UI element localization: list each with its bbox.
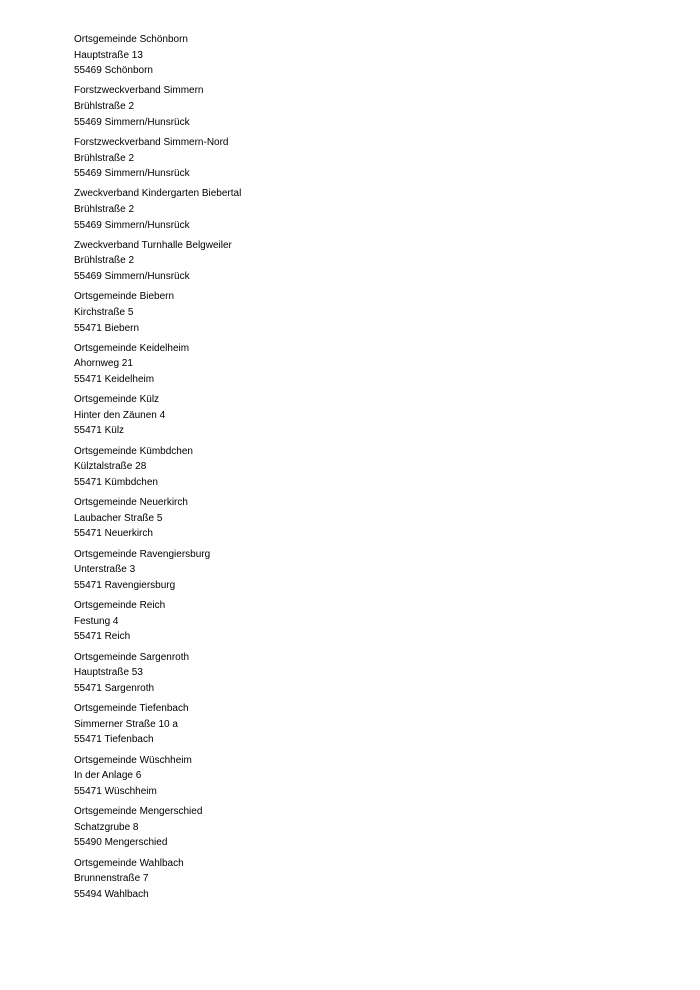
address-entry <box>74 495 674 546</box>
entry-street: Brunnenstraße 7 <box>74 873 149 885</box>
entry-city: 55471 Kümbdchen <box>74 476 158 488</box>
address-entry <box>74 83 674 134</box>
entry-city: 55471 Reich <box>74 631 131 643</box>
entry-city: 55490 Mengerschied <box>74 837 168 849</box>
entry-name: Zweckverband Turnhalle Belgweiler <box>74 239 232 251</box>
entry-street: Ahornweg 21 <box>74 358 133 370</box>
entry-street: Hinter den Zäunen 4 <box>74 409 166 421</box>
address-entry <box>74 135 674 186</box>
entry-street: Hauptstraße 13 <box>74 49 143 61</box>
entry-city: 55471 Sargenroth <box>74 682 155 694</box>
address-entry <box>74 186 674 237</box>
entry-city: 55471 Biebern <box>74 322 140 334</box>
entry-city: 55471 Külz <box>74 425 125 437</box>
entry-city: 55471 Keidelheim <box>74 374 155 385</box>
entry-name: Ortsgemeinde Neuerkirch <box>74 497 188 509</box>
address-entry <box>74 444 674 495</box>
entry-name: Ortsgemeinde Tiefenbach <box>74 703 189 715</box>
entry-city: 55469 Simmern/Hunsrück <box>74 116 190 128</box>
address-list <box>74 32 674 907</box>
address-entry <box>74 341 674 392</box>
address-entry <box>74 598 674 649</box>
entry-name: Ortsgemeinde Schönborn <box>74 34 188 45</box>
entry-city: 55471 Ravengiersburg <box>74 579 176 591</box>
entry-street: Brühlstraße 2 <box>74 152 135 164</box>
entry-city: 55471 Wüschheim <box>74 785 157 797</box>
entry-street: Brühlstraße 2 <box>74 255 135 267</box>
entry-city: 55494 Wahlbach <box>74 888 149 900</box>
address-entry <box>74 32 674 83</box>
entry-street: Brühlstraße 2 <box>74 204 135 215</box>
entry-name: Ortsgemeinde Mengerschied <box>74 806 203 818</box>
address-entry <box>74 392 674 443</box>
entry-name: Ortsgemeinde Reich <box>74 600 166 612</box>
entry-name: Ortsgemeinde Sargenroth <box>74 651 190 663</box>
entry-street: Festung 4 <box>74 615 119 627</box>
entry-street: Hauptstraße 53 <box>74 667 143 679</box>
address-entry <box>74 753 674 804</box>
entry-name: Ortsgemeinde Biebern <box>74 291 175 303</box>
entry-street: Brühlstraße 2 <box>74 101 135 113</box>
entry-street: Kirchstraße 5 <box>74 306 134 318</box>
entry-name: Ortsgemeinde Kümbdchen <box>74 445 193 457</box>
address-entry <box>74 701 674 752</box>
entry-name: Forstzweckverband Simmern <box>74 85 204 97</box>
entry-street: Unterstraße 3 <box>74 564 136 576</box>
entry-city: 55469 Schönborn <box>74 65 153 77</box>
address-entry <box>74 238 674 289</box>
entry-city: 55469 Simmern/Hunsrück <box>74 271 190 283</box>
entry-street: Külztalstraße 28 <box>74 461 147 473</box>
entry-name: Ortsgemeinde Wahlbach <box>74 857 184 869</box>
entry-city: 55469 Simmern/Hunsrück <box>74 219 190 231</box>
entry-name: Forstzweckverband Simmern-Nord <box>74 136 229 148</box>
entry-street: Simmerner Straße 10 a <box>74 718 178 730</box>
address-entry <box>74 856 674 907</box>
address-entry <box>74 804 674 855</box>
entry-name: Ortsgemeinde Ravengiersburg <box>74 548 211 560</box>
entry-street: Schatzgrube 8 <box>74 821 139 833</box>
entry-street: In der Anlage 6 <box>74 770 142 782</box>
entry-name: Zweckverband Kindergarten Biebertal <box>74 188 242 200</box>
entry-city: 55469 Simmern/Hunsrück <box>74 168 190 180</box>
address-entry <box>74 547 674 598</box>
entry-city: 55471 Neuerkirch <box>74 528 153 540</box>
entry-name: Ortsgemeinde Keidelheim <box>74 342 190 354</box>
entry-name: Ortsgemeinde Wüschheim <box>74 754 192 766</box>
address-entry <box>74 289 674 340</box>
entry-city: 55471 Tiefenbach <box>74 734 154 746</box>
entry-name: Ortsgemeinde Külz <box>74 394 160 406</box>
entry-street: Laubacher Straße 5 <box>74 512 163 524</box>
address-entry <box>74 650 674 701</box>
